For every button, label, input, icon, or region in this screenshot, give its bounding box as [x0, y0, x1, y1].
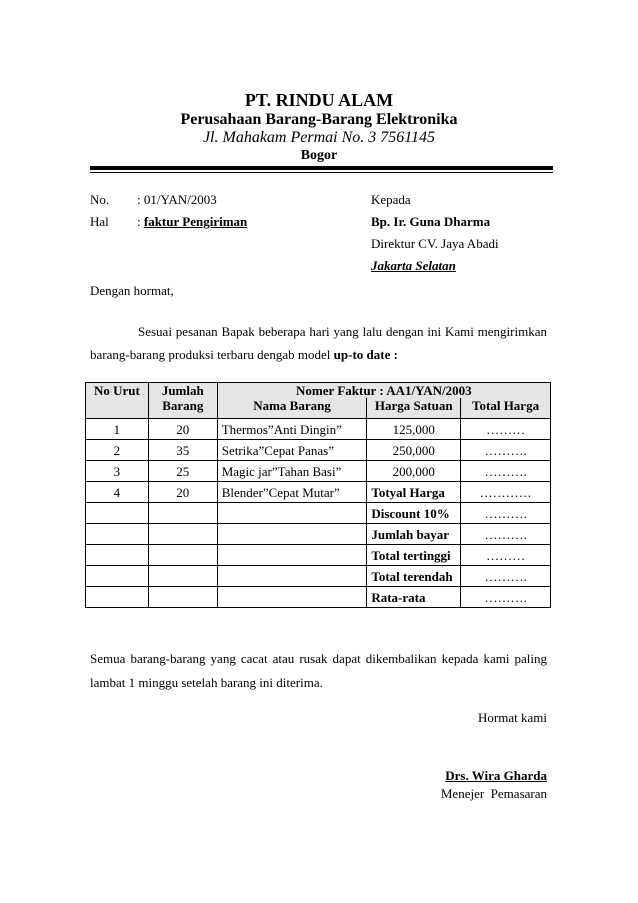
header-nama-barang: Nama Barang [217, 398, 367, 419]
row-name: Blender”Cepat Mutar” [217, 482, 367, 503]
empty-cell [217, 524, 367, 545]
empty-cell [86, 587, 149, 608]
header-barang: Barang [162, 398, 204, 413]
signature-name: Drs. Wira Gharda [445, 768, 547, 783]
header-rule-thick [90, 166, 553, 170]
row-price: 125,000 [367, 419, 461, 440]
row-qty: 25 [148, 461, 217, 482]
summary-label: Total tertinggi [367, 545, 461, 566]
closing-line-2: lambat 1 minggu setelah barang ini diterima. [90, 675, 323, 690]
company-name: PT. RINDU ALAM [244, 90, 394, 110]
summary-label: Rata-rata [367, 587, 461, 608]
recipient-title: Direktur CV. Jaya Abadi [371, 236, 499, 251]
signature-regards: Hormat kami [478, 710, 547, 725]
table-header-row [86, 383, 551, 399]
summary-value: ………. [461, 587, 551, 608]
closing-line-1: Semua barang-barang yang cacat atau rusak dapat dikembalikan kepada kami paling [90, 651, 547, 666]
table-row [86, 461, 551, 482]
hal-line [137, 214, 247, 230]
row-no: 3 [86, 461, 149, 482]
header-jumlah: Jumlah [161, 383, 204, 398]
empty-cell [86, 524, 149, 545]
empty-cell [217, 503, 367, 524]
company-city: Bogor [300, 148, 338, 163]
empty-cell [148, 545, 217, 566]
company-address: Jl. Mahakam Permai No. 3 7561145 [202, 129, 436, 146]
header-no-urut: No Urut [86, 383, 149, 419]
hal-label: Hal [90, 214, 109, 229]
intro-line-1: Sesuai pesanan Bapak beberapa hari yang lalu dengan ini Kami mengirimkan [138, 324, 547, 339]
invoice-table [85, 382, 551, 608]
row-total-label: Totyal Harga [367, 482, 461, 503]
table-row [86, 440, 551, 461]
row-qty: 20 [148, 482, 217, 503]
row-name: Thermos”Anti Dingin” [217, 419, 367, 440]
recipient-kepada: Kepada [371, 192, 411, 207]
row-qty: 20 [148, 419, 217, 440]
row-total: ………… [461, 482, 551, 503]
summary-row [86, 503, 551, 524]
summary-label: Jumlah bayar [367, 524, 461, 545]
empty-cell [148, 587, 217, 608]
summary-row [86, 545, 551, 566]
summary-label: Discount 10% [367, 503, 461, 524]
empty-cell [148, 524, 217, 545]
header-total-harga: Total Harga [461, 398, 551, 419]
row-no: 1 [86, 419, 149, 440]
empty-cell [86, 566, 149, 587]
row-name: Setrika”Cepat Panas” [217, 440, 367, 461]
empty-cell [86, 503, 149, 524]
recipient-city: Jakarta Selatan [371, 258, 456, 273]
header-harga-satuan: Harga Satuan [367, 398, 461, 419]
summary-row [86, 587, 551, 608]
row-total: ………. [461, 440, 551, 461]
empty-cell [86, 545, 149, 566]
empty-cell [217, 545, 367, 566]
row-price: 250,000 [367, 440, 461, 461]
row-total: ……… [461, 419, 551, 440]
header-rule-thin [90, 172, 553, 173]
no-label: No. [90, 192, 110, 207]
empty-cell [148, 503, 217, 524]
row-name: Magic jar”Tahan Basi” [217, 461, 367, 482]
row-total: ………. [461, 461, 551, 482]
recipient-name: Bp. Ir. Guna Dharma [371, 214, 491, 229]
intro-line-2-bold: up-to date : [333, 347, 398, 362]
summary-row [86, 524, 551, 545]
no-value: : 01/YAN/2003 [137, 192, 217, 207]
empty-cell [217, 566, 367, 587]
intro-line-2-text: barang-barang produksi terbaru dengab model [90, 347, 334, 362]
summary-value: ……… [461, 545, 551, 566]
summary-value: ………. [461, 566, 551, 587]
table-row [86, 419, 551, 440]
intro-line-2 [90, 347, 547, 363]
greeting: Dengan hormat, [90, 283, 174, 298]
summary-value: ………. [461, 503, 551, 524]
row-price: 200,000 [367, 461, 461, 482]
header-jumlah-barang [148, 383, 217, 419]
hal-value: faktur Pengiriman [143, 214, 248, 229]
row-no: 2 [86, 440, 149, 461]
row-qty: 35 [148, 440, 217, 461]
table-row [86, 482, 551, 503]
signature-position: Menejer Pemasaran [440, 786, 547, 801]
invoice-number-title: Nomer Faktur : AA1/YAN/2003 [217, 383, 550, 399]
row-no: 4 [86, 482, 149, 503]
company-subtitle: Perusahaan Barang-Barang Elektronika [180, 111, 458, 128]
empty-cell [148, 566, 217, 587]
hal-colon: : [137, 214, 144, 229]
empty-cell [217, 587, 367, 608]
summary-row [86, 566, 551, 587]
summary-value: ………. [461, 524, 551, 545]
summary-label: Total terendah [367, 566, 461, 587]
